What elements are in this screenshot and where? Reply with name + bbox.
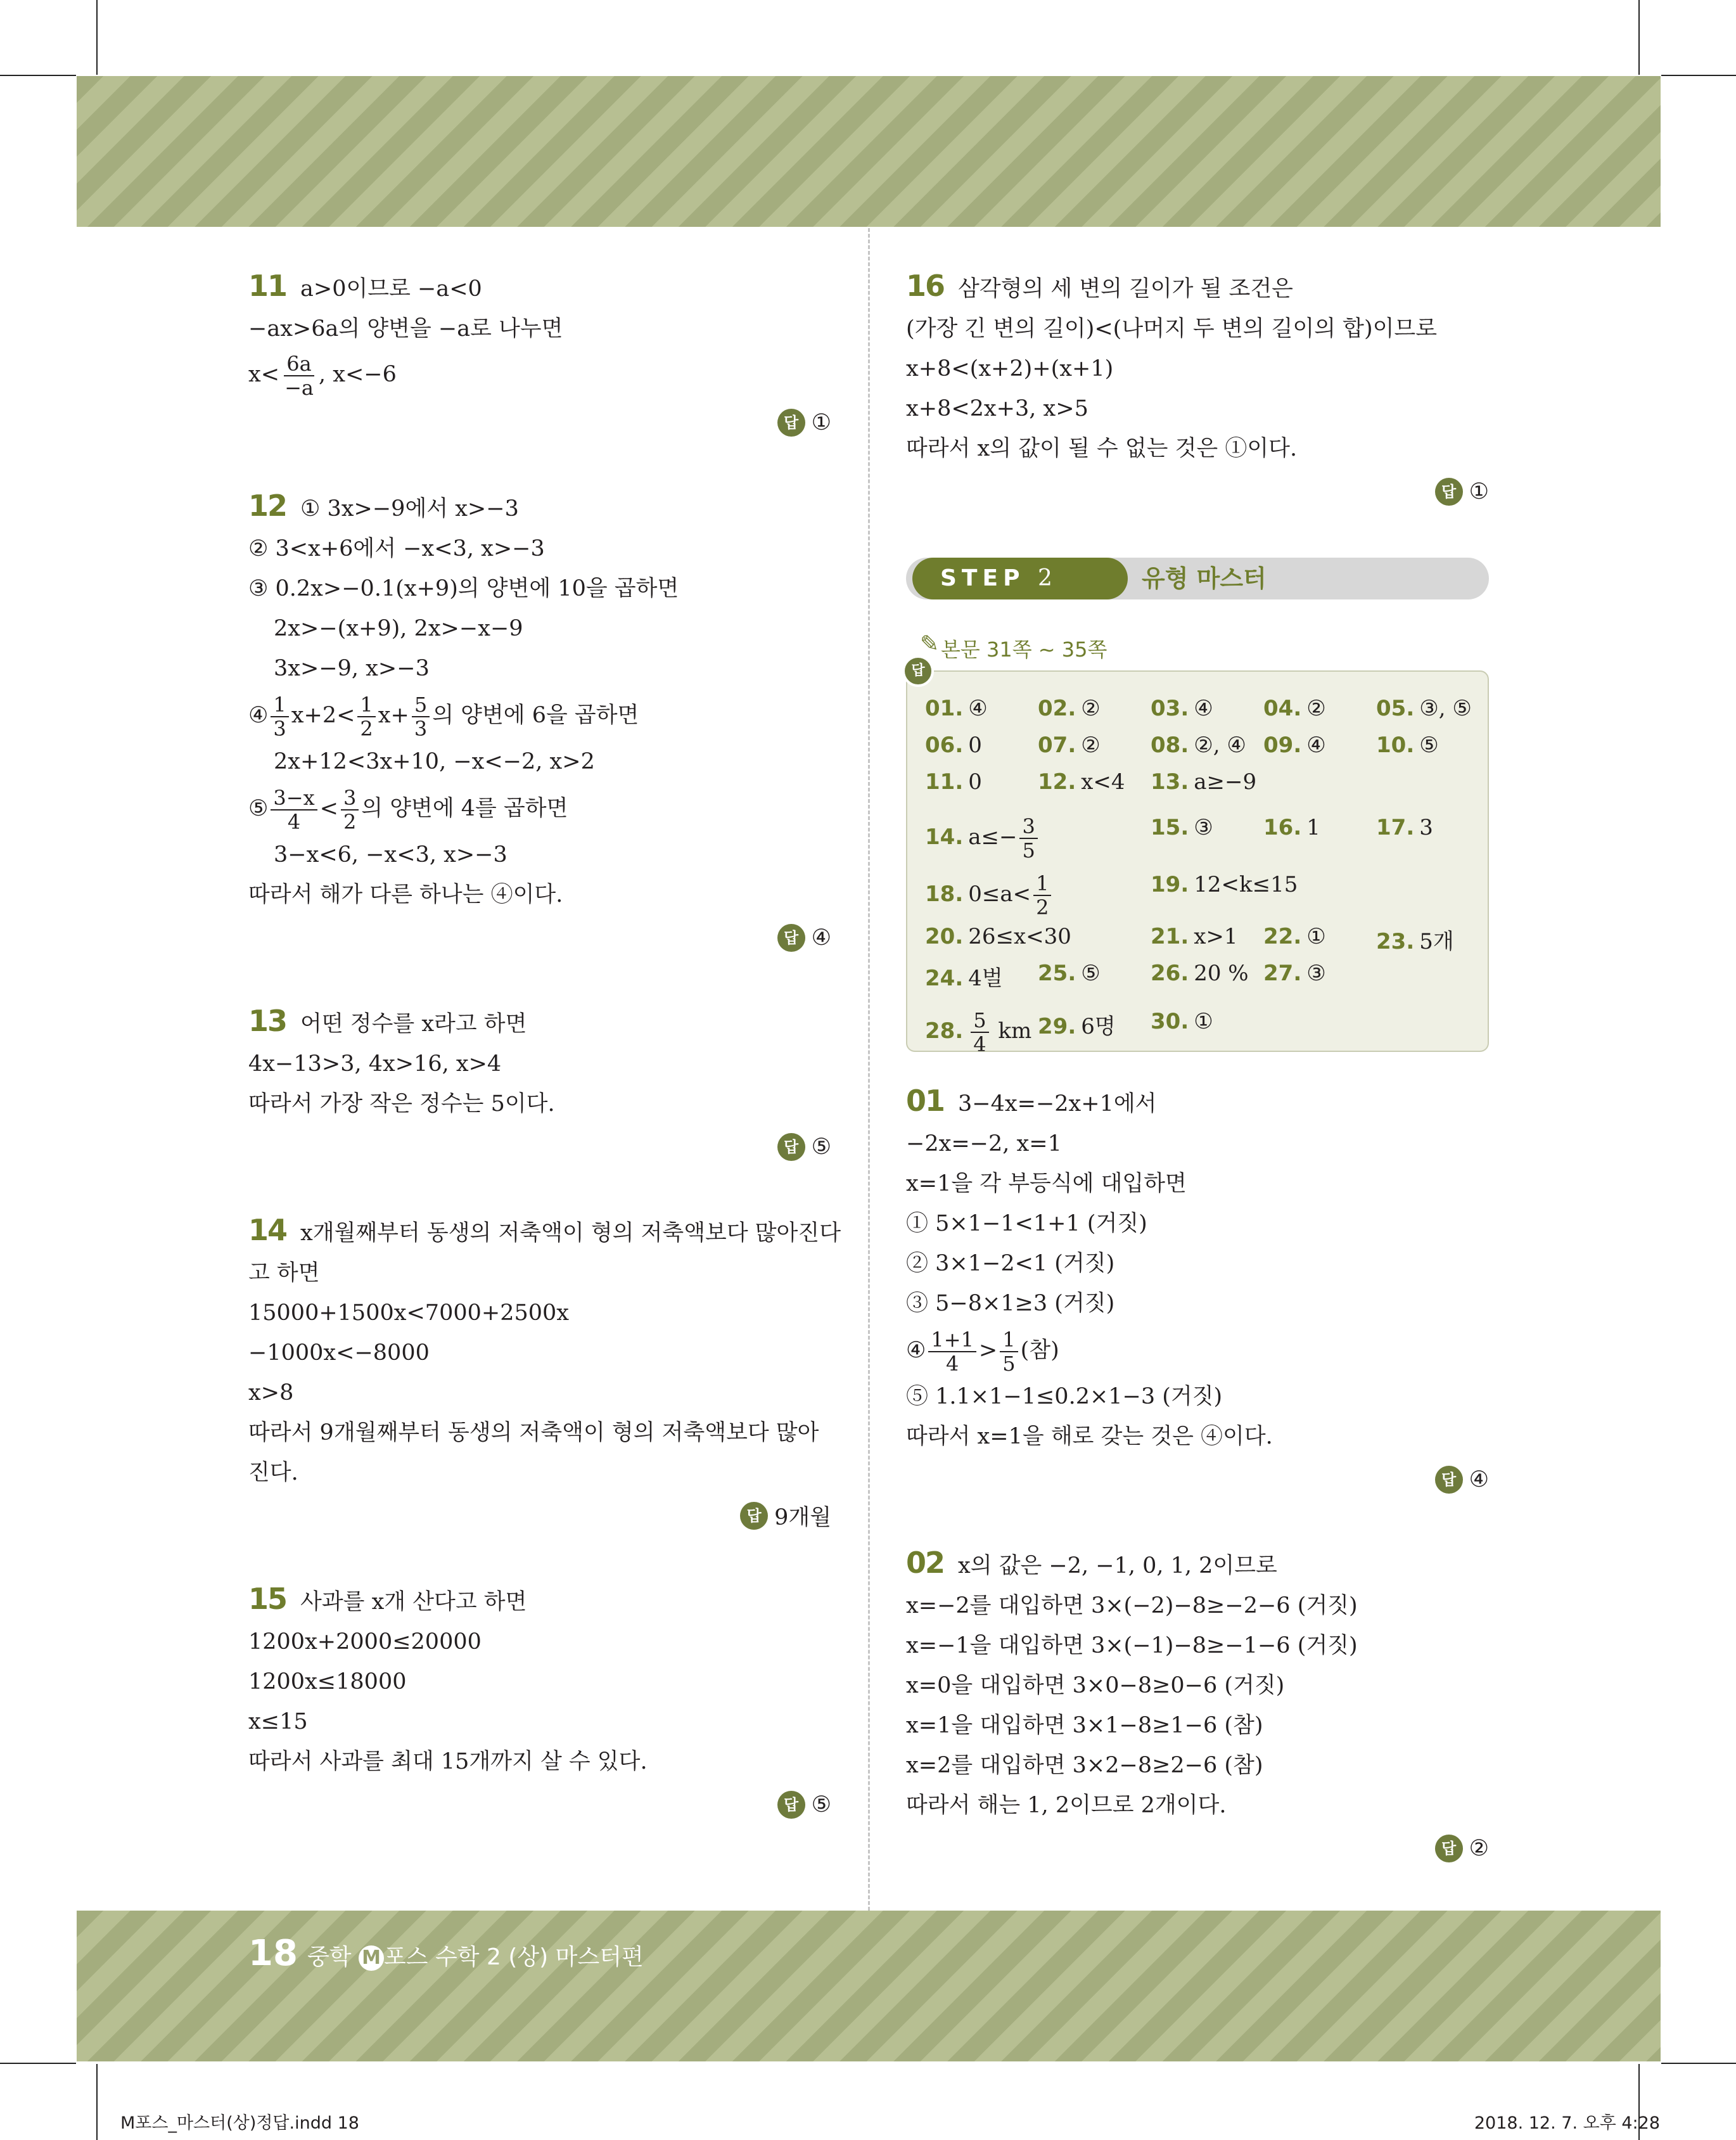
problem-number: 13 — [248, 1004, 287, 1038]
answer-key-item: 25. ⑤ — [1038, 961, 1101, 986]
problem-01: 01 3−4x=−2x+1에서 −2x=−2, x=1 x=1을 각 부등식에 대입하면 ① 5×1−1<1+1 (거짓) ② 3×1−2<1 (거짓) ③ 5−8×1≥3 (거짓) ④ $\frac{1+1}{4}$ > $\frac{1}{5}$ (참) ⑤ 1.1×1−1≤0.2×1−3 (거짓) 따라서 x=1을 해로 갖는 것은 ④이다. 답 ④ — [906, 1081, 1489, 1499]
column-divider — [868, 228, 870, 1911]
answer-key-item: 12. x<4 — [1038, 769, 1125, 795]
answer-key-item: 15. ③ — [1151, 815, 1213, 840]
answer-key-item: 28. $\frac{5}{4}$ km — [925, 1008, 1032, 1056]
file-meta: M포스_마스터(상)정답.indd 18 — [120, 2113, 359, 2133]
crop-mark — [96, 0, 98, 75]
answer-badge: 답 — [777, 1133, 805, 1161]
answer-badge: 답 — [1435, 478, 1463, 506]
left-column — [248, 266, 841, 1824]
answer-key-item: 02. ② — [1038, 696, 1101, 721]
answer-key-item: 09. ④ — [1263, 733, 1326, 758]
problem-16: 16 삼각형의 세 변의 길이가 될 조건은 (가장 긴 변의 길이)<(나머지 두 변의 길이의 합)이므로 x+8<(x+2)+(x+1) x+8<2x+3, x>5 따라서 x의 값이 될 수 없는 것은 ①이다. 답 ① — [906, 266, 1489, 511]
answer-key-item: 27. ③ — [1263, 961, 1326, 986]
answer: 답 ① — [248, 404, 831, 442]
answer-key-item: 21. x>1 — [1151, 924, 1238, 949]
step-title: 유형 마스터 — [1142, 565, 1267, 593]
answer-key-item: 19. 12<k≤15 — [1151, 872, 1298, 897]
crop-mark — [96, 2064, 98, 2140]
answer-badge: 답 — [777, 1791, 805, 1819]
answer-key-item: 11. 0 — [925, 769, 982, 795]
answer: 답 ② — [906, 1829, 1489, 1868]
right-column-bottom — [906, 1081, 1489, 1868]
answer-key-item: 23. 5개 — [1376, 929, 1454, 954]
problem-number: 15 — [248, 1582, 287, 1616]
answer-key-item: 30. ① — [1151, 1009, 1213, 1034]
problem-02: 02 x의 값은 −2, −1, 0, 1, 2이므로 x=−2를 대입하면 3×(−2)−8≥−2−6 (거짓) x=−1을 대입하면 3×(−1)−8≥−1−6 (거짓) x=0을 대입하면 3×0−8≥0−6 (거짓) x=1을 대입하면 3×1−8≥1−6 (참) x=2를 대입하면 3×2−8≥2−6 (참) 따라서 해는 1, 2이므로 2개이다. 답 ② — [906, 1543, 1489, 1868]
answer-key-item: 01. ④ — [925, 696, 988, 721]
problem-15: 15 사과를 x개 산다고 하면 1200x+2000≤20000 1200x≤18000 x≤15 따라서 사과를 최대 15개까지 살 수 있다. 답 ⑤ — [248, 1579, 831, 1824]
step-pill: STEP 2 — [912, 558, 1128, 599]
problem-12: 12 ① 3x>−9에서 x>−3 ② 3<x+6에서 −x<3, x>−3 ③ 0.2x>−0.1(x+9)의 양변에 10을 곱하면 2x>−(x+9), 2x>−x−9 3x>−9, x>−3 ④ $\frac{1}{3}$ x+2< $\frac{1}{2}$ x+ $\frac{5}{3}$ 의 양변에 6을 곱하면 2x+12<3x+10, −x<−2, x>2 ⑤ $\frac{3-x}{4}$ < $\frac{3}{2}$ 의 양변에 4를 곱하면 3−x<6, −x<3, x>−3 따라서 해가 다른 하나는 ④이다. 답 ④ — [248, 486, 831, 957]
fraction: $\frac{5}{4}$ — [971, 1009, 988, 1056]
answer-badge: 답 — [777, 924, 805, 952]
answer: 답 ④ — [906, 1461, 1489, 1499]
problem-number: 01 — [906, 1084, 945, 1118]
answer-key-box — [906, 670, 1489, 1056]
answer-key-item: 10. ⑤ — [1376, 733, 1439, 758]
answer-key-item: 26. 20 % — [1151, 961, 1249, 986]
answer-badge: 답 — [777, 409, 805, 437]
problem-14: 14 x개월째부터 동생의 저축액이 형의 저축액보다 많아진다 고 하면 15000+1500x<7000+2500x −1000x<−8000 x>8 따라서 9개월째부터 동생의 저축액이 형의 저축액보다 많아 진다. 답 9개월 — [248, 1210, 831, 1535]
step-banner — [906, 558, 1489, 599]
fraction: $\frac{1}{5}$ — [1000, 1328, 1018, 1375]
m-logo-icon: M — [359, 1945, 384, 1971]
answer-key-item: 06. 0 — [925, 733, 982, 758]
answer-key-item: 08. ②, ④ — [1151, 733, 1246, 758]
page-reference: 본문 31쪽 ~ 35쪽 — [941, 638, 1107, 662]
problem-number: 11 — [248, 269, 287, 303]
book-title: 중학 M 포스 수학 2 (상) 마스터편 — [307, 1944, 644, 1970]
answer-key-item: 03. ④ — [1151, 696, 1213, 721]
answer-badge: 답 — [1435, 1835, 1463, 1862]
right-column-top — [906, 266, 1489, 511]
problem-number: 16 — [906, 269, 945, 303]
date-meta: 2018. 12. 7. 오후 4:28 — [1474, 2113, 1660, 2133]
crop-mark — [1661, 75, 1736, 76]
answer: 답 9개월 — [248, 1497, 831, 1535]
crop-mark — [1661, 2063, 1736, 2064]
answer-key-item: 14. a≤− $\frac{3}{5}$ — [925, 815, 1040, 862]
answer-key-item: 16. 1 — [1263, 815, 1320, 840]
fraction: $\frac{1}{2}$ — [1033, 872, 1051, 919]
fraction: $\frac{1}{3}$ — [271, 693, 288, 740]
fraction: $\frac{3}{5}$ — [1019, 815, 1037, 862]
answer-key-item: 05. ③, ⑤ — [1376, 696, 1472, 721]
problem-11: 11 a>0이므로 −a<0 −ax>6a의 양변을 −a로 나누면 x< $\frac{6a}{-a}$ , x<−6 답 ① — [248, 266, 831, 442]
answer-badge: 답 — [902, 655, 934, 687]
answer-key-item: 04. ② — [1263, 696, 1326, 721]
fraction: $\frac{6a}{-a}$ — [284, 351, 314, 400]
problem-13: 13 어떤 정수를 x라고 하면 4x−13>3, 4x>16, x>4 따라서 가장 작은 정수는 5이다. 답 ⑤ — [248, 1001, 831, 1166]
answer-key-item: 22. ① — [1263, 924, 1326, 949]
answer-key-item: 13. a≥−9 — [1151, 769, 1257, 795]
fraction: $\frac{1+1}{4}$ — [928, 1328, 976, 1375]
pencil-icon: ✎ — [920, 631, 940, 657]
answer-key-item: 07. ② — [1038, 733, 1101, 758]
crop-mark — [0, 75, 76, 76]
answer-key-item: 18. 0≤a< $\frac{1}{2}$ — [925, 872, 1054, 919]
page-number: 18 — [248, 1933, 298, 1974]
crop-mark — [0, 2063, 76, 2064]
answer-badge: 답 — [740, 1502, 768, 1530]
answer-key-item: 24. 4벌 — [925, 966, 1003, 991]
problem-number: 12 — [248, 489, 287, 523]
fraction: $\frac{3-x}{4}$ — [271, 786, 317, 833]
crop-mark — [1638, 0, 1640, 75]
problem-number: 14 — [248, 1213, 287, 1247]
answer: 답 ⑤ — [248, 1128, 831, 1166]
footer-band — [77, 1911, 1661, 2061]
answer-key-item: 17. 3 — [1376, 815, 1433, 840]
answer-key-item: 29. 6명 — [1038, 1014, 1116, 1039]
answer: 답 ① — [906, 473, 1489, 511]
header-band — [77, 76, 1661, 227]
answer: 답 ⑤ — [248, 1786, 831, 1824]
answer: 답 ④ — [248, 919, 831, 957]
answer-key-item: 20. 26≤x<30 — [925, 924, 1071, 949]
answer-badge: 답 — [1435, 1466, 1463, 1494]
problem-number: 02 — [906, 1546, 945, 1580]
fraction: $\frac{5}{3}$ — [412, 693, 430, 740]
fraction: $\frac{3}{2}$ — [341, 786, 359, 833]
fraction: $\frac{1}{2}$ — [357, 693, 375, 740]
